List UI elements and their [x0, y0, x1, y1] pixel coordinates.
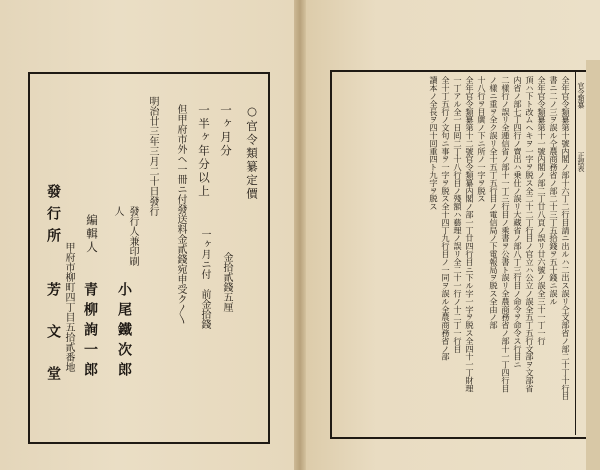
errata-line: 全十丁五行ノ文句ニ事ヲ一字ヲ脱ス全十四丁九行目ノ一同ヲ誤ル全農商務省ノ部: [441, 76, 451, 361]
running-header-title: 官令類纂: [577, 82, 585, 108]
page-edge: [586, 60, 600, 470]
errata-line: 全年官令類纂第十一號内閣ノ部二丁廿八頁ノ誤リ廿六號ノ誤全三十一丁一行: [537, 76, 547, 345]
errata-line: 頂ハ下ト改ムヘキヲ一字ヲ脱ス全二十二丁行目ノ官立ハ公立ノ誤全五丁五行文部ヲ文部省: [525, 76, 535, 393]
staff-role: 發行人兼印刷人: [112, 206, 138, 266]
issue-date: 明治廿三年三月二十日發行: [147, 96, 158, 216]
book-gutter: [294, 0, 306, 470]
publisher-label: 發行所: [45, 184, 61, 250]
publisher-address: 甲府市柳町四丁目五拾貳番地: [63, 242, 74, 372]
errata-line: ノ樣ニ重ヲ全ク誤リ全十五丁五行目ノ電信局ノ下電報局ヲ脱ス全由ノ部: [489, 76, 499, 329]
errata-line: 讀本ノ全長ヲ四十回重四ト九字ヲ脱ス: [429, 76, 439, 211]
errata-line: 内省ノ部七丁四行ノ賣出ハ乗仕ノ誤リ大藏省ノ部八丁三行目ノ命令ヲ命令ス行目ニ: [513, 76, 523, 369]
errata-line: 全年官令類纂第十號内閣ノ部十六丁二行目請ニ出ルハ二出ス誤リ仝文部省ノ部二十丁十行目: [561, 76, 571, 400]
errata-line: 二樣行ノ誤リ全逓信省ノ部十一丁三行目ノ乘書ヲ公書ト誤リ全農商務省ノ部十一丁四行目: [501, 76, 511, 393]
publisher-name: 芳文堂: [45, 282, 61, 408]
errata-line: 書ニ二ノ三ヲ誤ル仝農商務省ノ部二十三丁五拾錢ヲ五十錢ニ誤ル: [549, 76, 559, 306]
price-title: ○官令類纂定價: [245, 104, 259, 201]
errata-frame: [330, 70, 588, 439]
staff-role: 編輯人: [85, 214, 99, 255]
errata-line: 一丁アル全一日囘二丁十八行目ノ殘額ハ藝理ノ誤リ全二十一行ノ十二丁一行目: [453, 76, 463, 353]
price-row-term: 一ヶ月分: [219, 104, 233, 158]
colophon-frame: [28, 72, 270, 444]
price-row-price: 一ヶ月ニ付 前金拾錢: [199, 229, 210, 329]
errata-line: 十八行ヲ目廣ノ下ニ所ノ一字ヲ脱ス: [477, 76, 487, 203]
staff-name: 小尾鐵次郎: [116, 282, 132, 382]
staff-name: 青柳詢一郎: [82, 282, 98, 382]
price-row-term: 一半ヶ年分以上: [197, 104, 211, 199]
running-header-sub: 正誤表: [577, 152, 585, 172]
errata-line: 全年官令類纂第十二號官令類纂内閣ノ部一丁廿四行目ニ下ル字一字ヲ脱ス全四十一丁財理: [465, 76, 475, 393]
price-row-price: 金拾貳錢五厘: [221, 252, 232, 312]
price-note: 但甲府市外ヘ一冊ニ付發送料金貳錢宛申受ク〳〵: [175, 104, 186, 324]
